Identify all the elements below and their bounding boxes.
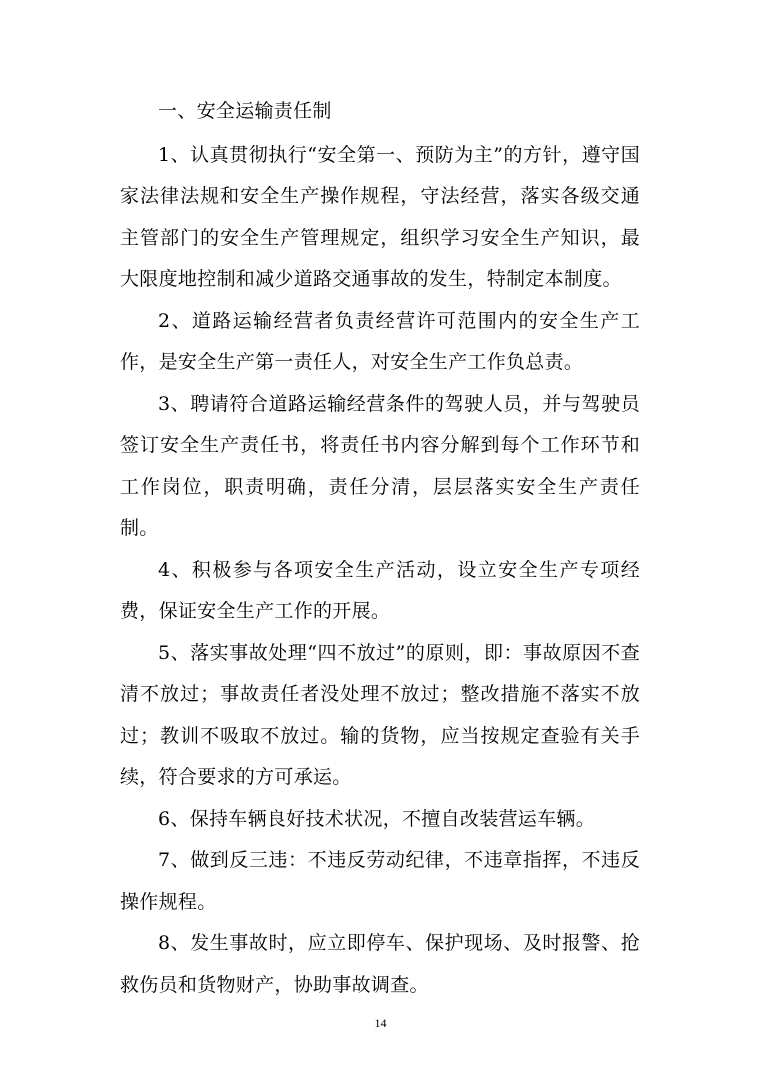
paragraph-5: 5、落实事故处理“四不放过”的原则，即：事故原因不查清不放过；事故责任者没处理不放过；整改措施不落实不放过；教训不吸取不放过。输的货物，应当按规定查验有关手续，符合要求的方可承运。: [120, 641, 640, 788]
section-heading: 一、安全运输责任制: [158, 100, 332, 122]
paragraph-2: 2、道路运输经营者负责经营许可范围内的安全生产工作，是安全生产第一责任人，对安全生产工作负总责。: [120, 309, 640, 373]
paragraph-3: 3、聘请符合道路运输经营条件的驾驶人员，并与驾驶员签订安全生产责任书，将责任书内容分解到每个工作环节和工作岗位，职责明确，责任分清，层层落实安全生产责任制。: [120, 392, 640, 539]
paragraph-6: 6、保持车辆良好技术状况，不擅自改装营运车辆。: [158, 807, 595, 830]
paragraph-1: 1、认真贯彻执行“安全第一、预防为主”的方针，遵守国家法律法规和安全生产操作规程，守法经营，落实各级交通主管部门的安全生产管理规定，组织学习安全生产知识，最大限度地控制和减少道路交通事故的发生，特制定本制度。: [120, 143, 640, 290]
paragraph-7: 7、做到反三违：不违反劳动纪律，不违章指挥，不违反操作规程。: [120, 849, 640, 913]
document-body: [120, 91, 640, 1006]
paragraph-8: 8、发生事故时，应立即停车、保护现场、及时报警、抢救伤员和货物财产，协助事故调查。: [120, 932, 640, 996]
page-number: 14: [374, 1016, 387, 1030]
paragraph-4: 4、积极参与各项安全生产活动，设立安全生产专项经费，保证安全生产工作的开展。: [120, 558, 640, 622]
